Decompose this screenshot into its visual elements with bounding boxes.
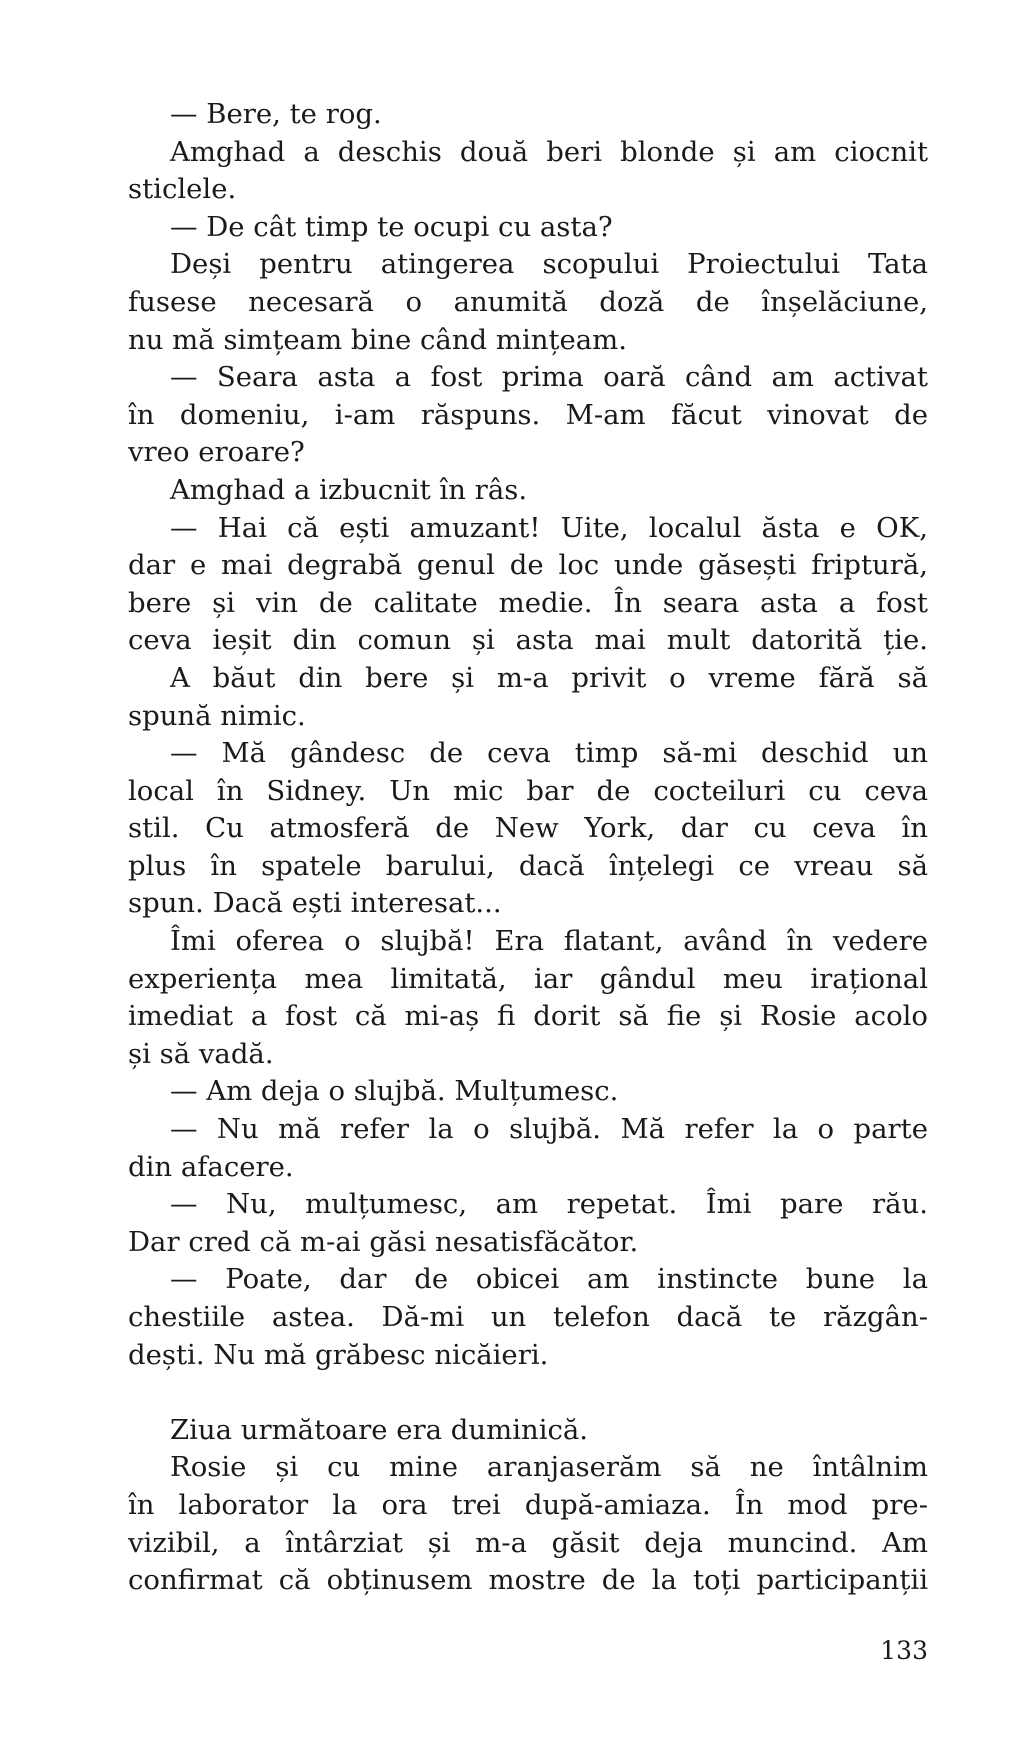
text-line: în laborator la ora trei după-amiaza. În mod pre- <box>128 1488 928 1521</box>
text-line: — Mă gândesc de ceva timp să-mi deschid un <box>170 737 928 770</box>
text-line: dar e mai degrabă genul de loc unde găsești friptură, <box>128 549 928 582</box>
text-line: sticlele. <box>128 173 237 206</box>
paragraph-gap <box>128 1374 928 1412</box>
text-line: vizibil, a întârziat și m-a găsit deja muncind. Am <box>128 1526 928 1559</box>
text-line: — De cât timp te ocupi cu asta? <box>170 210 613 243</box>
text-line: — Am deja o slujbă. Mulțumesc. <box>170 1075 619 1108</box>
text-line: confirmat că obținusem mostre de la toți participanții <box>128 1564 928 1597</box>
text-line: stil. Cu atmosferă de New York, dar cu ceva în <box>128 812 928 845</box>
text-line: Îmi oferea o slujbă! Era flatant, având în vedere <box>170 925 928 958</box>
text-line: Rosie și cu mine aranjaserăm să ne întâlnim <box>170 1451 928 1484</box>
text-line: și să vadă. <box>128 1037 274 1070</box>
body-text <box>128 96 928 1600</box>
text-line: vreo eroare? <box>128 436 305 469</box>
text-line: — Poate, dar de obicei am instincte bune la <box>170 1263 928 1296</box>
text-line: — Bere, te rog. <box>170 98 382 130</box>
text-line: — Nu mă refer la o slujbă. Mă refer la o parte <box>170 1113 928 1146</box>
text-line: ceva ieșit din comun și asta mai mult datorită ție. <box>128 624 928 657</box>
text-line: Ziua următoare era duminică. <box>170 1413 589 1446</box>
text-line: fusese necesară o anumită doză de înșelăciune, <box>128 285 928 318</box>
text-line: Amghad a deschis două beri blonde și am ciocnit <box>170 135 928 168</box>
text-line: Dar cred că m-ai găsi nesatisfăcător. <box>128 1225 639 1258</box>
text-line: imediat a fost că mi-aș fi dorit să fie și Rosie acolo <box>128 1000 928 1033</box>
text-line: — Hai că ești amuzant! Uite, localul ăsta e OK, <box>170 511 928 544</box>
text-line: chestiile astea. Dă-mi un telefon dacă te răzgân- <box>128 1301 928 1333</box>
text-line: local în Sidney. Un mic bar de cocteiluri cu ceva <box>128 774 928 807</box>
text-line: A băut din bere și m-a privit o vreme fără să <box>170 661 928 694</box>
text-line: Amghad a izbucnit în râs. <box>170 473 528 506</box>
text-line: — Seara asta a fost prima oară când am activat <box>170 361 928 394</box>
text-line: nu mă simțeam bine când mințeam. <box>128 323 628 356</box>
text-line: Deși pentru atingerea scopului Proiectului Tata <box>170 248 928 281</box>
page-number: 133 <box>880 1636 928 1665</box>
text-line: experiența mea limitată, iar gândul meu irațional <box>128 962 928 995</box>
text-line: spună nimic. <box>128 699 306 732</box>
text-line: dești. Nu mă grăbesc nicăieri. <box>128 1338 549 1371</box>
text-line: din afacere. <box>128 1150 294 1183</box>
text-line: spun. Dacă ești interesat... <box>128 887 502 920</box>
text-line: în domeniu, i-am răspuns. M-am făcut vinovat de <box>128 398 928 431</box>
text-line: plus în spatele barului, dacă înțelegi ce vreau să <box>128 849 928 882</box>
text-line: — Nu, mulțumesc, am repetat. Îmi pare rău. <box>170 1188 928 1221</box>
text-line: bere și vin de calitate medie. În seara asta a fost <box>128 586 928 619</box>
